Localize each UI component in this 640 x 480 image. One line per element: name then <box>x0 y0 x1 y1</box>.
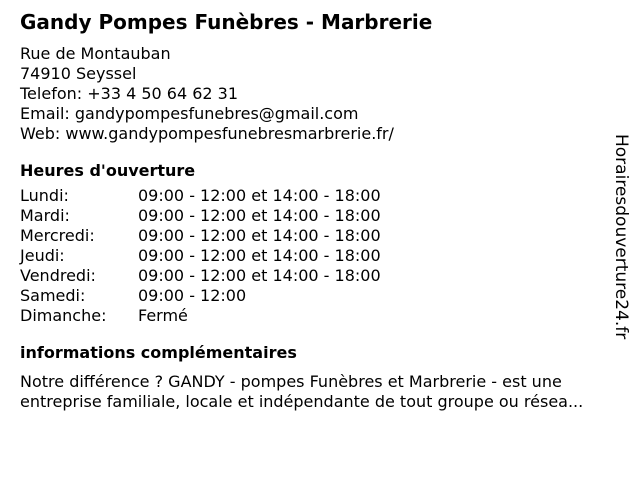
hours-time-value: 09:00 - 12:00 et 14:00 - 18:00 <box>138 186 381 205</box>
address-city: 74910 Seyssel <box>20 64 137 83</box>
hours-time-value: 09:00 - 12:00 et 14:00 - 18:00 <box>138 206 381 225</box>
hours-row-vendredi <box>20 266 620 286</box>
hours-day-label: Lundi: <box>20 186 69 205</box>
hours-day-label: Vendredi: <box>20 266 96 285</box>
business-card <box>20 8 620 412</box>
hours-time-value: Fermé <box>138 306 188 325</box>
hours-time-value: 09:00 - 12:00 et 14:00 - 18:00 <box>138 266 381 285</box>
hours-row-mercredi <box>20 226 620 246</box>
hours-row-jeudi <box>20 246 620 266</box>
phone-line: Telefon: +33 4 50 64 62 31 <box>20 84 239 103</box>
site-watermark: Horairesdouverture24.fr <box>611 134 631 340</box>
info-heading: informations complémentaires <box>20 343 297 362</box>
info-line-1: Notre différence ? GANDY - pompes Funèbres et Marbrerie - est une <box>20 372 562 391</box>
contact-block <box>20 44 620 144</box>
info-line-2: entreprise familiale, locale et indépendante de tout groupe ou résea... <box>20 392 584 411</box>
hours-day-label: Mercredi: <box>20 226 95 245</box>
web-line: Web: www.gandypompesfunebresmarbrerie.fr/ <box>20 124 394 143</box>
business-title: Gandy Pompes Funèbres - Marbrerie <box>20 10 433 34</box>
hours-day-label: Jeudi: <box>20 246 65 265</box>
hours-day-label: Dimanche: <box>20 306 107 325</box>
hours-row-lundi <box>20 186 620 206</box>
info-description <box>20 372 632 412</box>
hours-row-mardi <box>20 206 620 226</box>
address-street: Rue de Montauban <box>20 44 171 63</box>
hours-time-value: 09:00 - 12:00 et 14:00 - 18:00 <box>138 226 381 245</box>
hours-time-value: 09:00 - 12:00 et 14:00 - 18:00 <box>138 246 381 265</box>
hours-time-value: 09:00 - 12:00 <box>138 286 247 305</box>
hours-row-samedi <box>20 286 620 306</box>
hours-day-label: Samedi: <box>20 286 86 305</box>
hours-day-label: Mardi: <box>20 206 70 225</box>
hours-row-dimanche <box>20 306 620 326</box>
email-line: Email: gandypompesfunebres@gmail.com <box>20 104 359 123</box>
hours-table <box>20 186 620 326</box>
hours-heading: Heures d'ouverture <box>20 161 196 180</box>
